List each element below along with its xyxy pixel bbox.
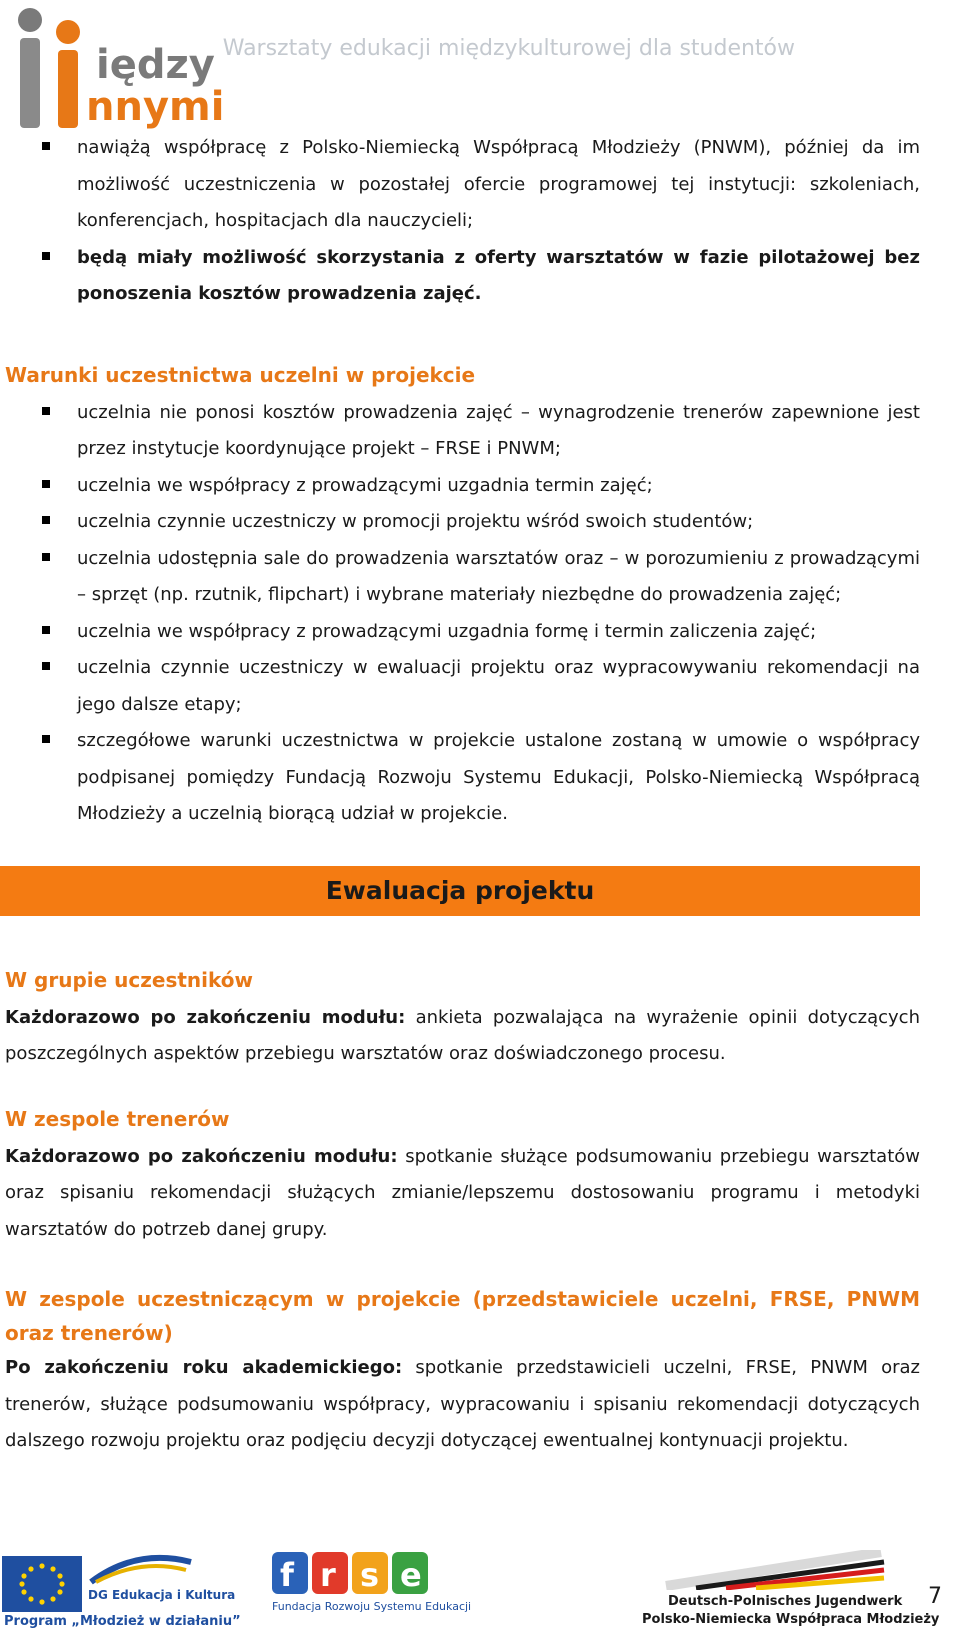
section-heading: W zespole trenerów [5, 1106, 230, 1131]
list-item: uczelnia nie ponosi kosztów prowadzenia zajęć – wynagrodzenie trenerów zapewnione jest przez instytucje koordynujące projekt – FRSE i PNWM; [0, 395, 920, 468]
evaluation-title-bar: Ewaluacja projektu [0, 866, 920, 916]
list-item: szczegółowe warunki uczestnictwa w projekcie ustalone zostaną w umowie o współpracy podpisanej pomiędzy Fundacją Rozwoju Systemu Edukacji, Polsko-Niemiecką Współpracą Młodzieży a uczelnią biorącą udział w projekcie. [0, 723, 920, 833]
frse-caption: Fundacja Rozwoju Systemu Edukacji [272, 1600, 472, 1613]
conditions-heading: Warunki uczestnictwa uczelni w projekcie [5, 362, 476, 387]
section-heading: W grupie uczestników [5, 967, 253, 992]
list-item: uczelnia czynnie uczestniczy w promocji projektu wśród swoich studentów; [0, 504, 920, 541]
list-item: nawiążą współpracę z Polsko-Niemiecką Współpracą Młodzieży (PNWM), później da im możliwość uczestniczenia w pozostałej ofercie programowej tej instytucji: szkoleniach, konferencjach, hospitacjach dla nauczycieli; [0, 130, 920, 240]
section-heading: W zespole uczestniczącym w projekcie (przedstawiciele uczelni, FRSE, PNWM oraz trenerów) [5, 1287, 920, 1345]
logo-text-bottom: nnymi [86, 84, 225, 130]
section-body: spotkanie przedstawicieli uczelni, FRSE, PNWM oraz trenerów, służące podsumowaniu współpracy, wypracowaniu i spisaniu rekomendacji dotyczących dalszego rozwoju projektu oraz podjęciu decyzji dotyczącej ewentualnej kontynuacji projektu. [5, 1357, 920, 1451]
eu-caption-2: Program „Młodzież w działaniu” [4, 1614, 241, 1629]
frse-logo [272, 1550, 432, 1596]
miedzy-innymi-logo [8, 2, 258, 132]
list-item: uczelnia we współpracy z prowadzącymi uzgadnia termin zajęć; [0, 468, 920, 505]
section-body: spotkanie służące podsumowaniu przebiegu warsztatów oraz spisaniu rekomendacji służących zmianie/lepszemu dostosowaniu programu i metodyki warsztatów do potrzeb danej grupy. [5, 1145, 921, 1240]
section-paragraph [0, 1000, 920, 1073]
youth-in-action-logo [86, 1548, 196, 1588]
svg-text:e: e [400, 1556, 422, 1594]
section-lead: Każdorazowo po zakończeniu modułu: [5, 1145, 398, 1167]
section-lead: Po zakończeniu roku akademickiego: [5, 1357, 403, 1378]
top-bullet-list [0, 130, 920, 313]
eu-caption-1: DG Edukacja i Kultura [88, 1588, 236, 1602]
page-content [0, 130, 920, 1460]
page-header [0, 0, 960, 140]
list-item: będą miały możliwość skorzystania z oferty warsztatów w fazie pilotażowej bez ponoszenia kosztów prowadzenia zajęć. [0, 240, 920, 313]
section-paragraph [0, 1139, 920, 1249]
list-item: uczelnia czynnie uczestniczy w ewaluacji projektu oraz wypracowywaniu rekomendacji na jego dalsze etapy; [0, 650, 920, 723]
dpjw-logo [636, 1550, 886, 1590]
header-title: Warsztaty edukacji międzykulturowej dla studentów [222, 36, 795, 61]
logo-figures [8, 2, 98, 132]
dpjw-caption-1: Deutsch-Polnisches Jugendwerk [668, 1594, 903, 1609]
svg-text:s: s [360, 1556, 380, 1594]
list-item: uczelnia we współpracy z prowadzącymi uzgadnia formę i termin zaliczenia zajęć; [0, 614, 920, 651]
section-lead: Każdorazowo po zakończeniu modułu: [5, 1006, 406, 1028]
dpjw-caption-2: Polsko-Niemiecka Współpraca Młodzieży [642, 1612, 940, 1627]
page-footer [0, 1548, 960, 1648]
page-number: 7 [928, 1584, 942, 1609]
section-paragraph [0, 1350, 920, 1460]
conditions-list [0, 395, 920, 833]
section-body: ankieta pozwalająca na wyrażenie opinii dotyczących poszczególnych aspektów przebiegu warsztatów oraz doświadczonego procesu. [5, 1006, 920, 1064]
logo-text-top: iędzy [96, 42, 215, 88]
svg-text:f: f [280, 1556, 294, 1594]
list-item: uczelnia udostępnia sale do prowadzenia warsztatów oraz – w porozumieniu z prowadzącymi – sprzęt (np. rzutnik, flipchart) i wybrane materiały niezbędne do prowadzenia zajęć; [0, 541, 920, 614]
svg-text:r: r [320, 1556, 336, 1594]
eu-flag-logo [2, 1556, 82, 1612]
